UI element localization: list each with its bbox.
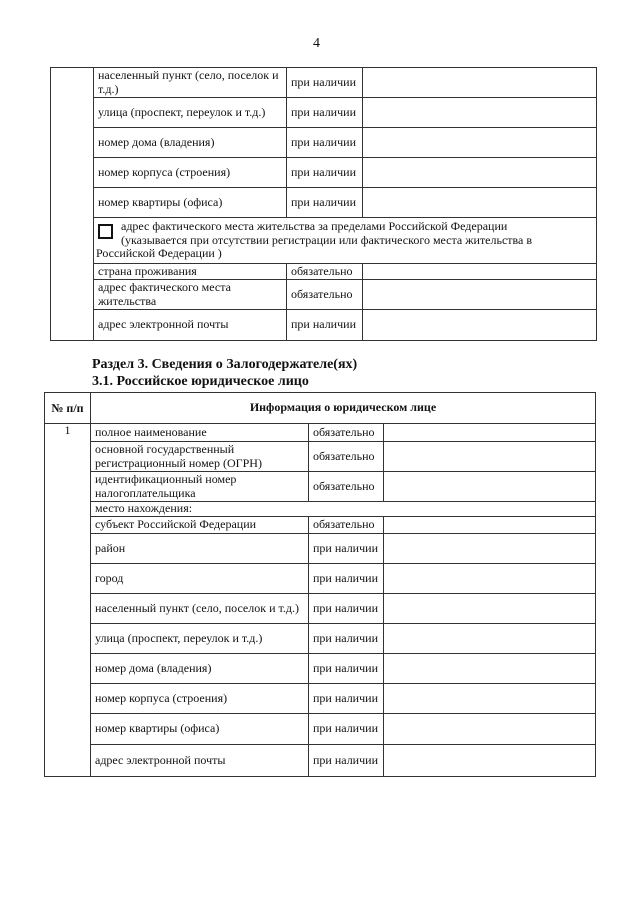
table-row (51, 98, 597, 128)
field-label: улица (проспект, переулок и т.д.) (91, 624, 309, 654)
value-input-cell[interactable] (384, 534, 596, 564)
value-input-cell[interactable] (384, 745, 596, 777)
table-header-row (45, 393, 596, 424)
table-row (51, 68, 597, 98)
value-input-cell[interactable] (384, 424, 596, 442)
value-input-cell[interactable] (363, 188, 597, 218)
header-info: Информация о юридическом лице (91, 393, 596, 424)
field-label: адрес электронной почты (94, 310, 287, 341)
requirement-label: при наличии (287, 68, 363, 98)
table-row (45, 472, 596, 502)
value-input-cell[interactable] (363, 128, 597, 158)
field-label: номер дома (владения) (94, 128, 287, 158)
requirement-label: при наличии (287, 98, 363, 128)
value-input-cell[interactable] (363, 280, 597, 310)
requirement-label: обязательно (309, 472, 384, 502)
requirement-label: при наличии (287, 310, 363, 341)
table-row (51, 218, 597, 264)
table-row (45, 534, 596, 564)
requirement-label: при наличии (309, 714, 384, 745)
field-label: адрес фактического места жительства (94, 280, 287, 310)
foreign-address-checkbox[interactable] (98, 224, 113, 239)
field-label: полное наименование (91, 424, 309, 442)
requirement-label: при наличии (309, 684, 384, 714)
requirement-label: при наличии (309, 594, 384, 624)
table-row (45, 424, 596, 442)
requirement-label: при наличии (287, 158, 363, 188)
value-input-cell[interactable] (384, 442, 596, 472)
requirement-label: при наличии (309, 654, 384, 684)
requirement-label: при наличии (309, 564, 384, 594)
value-input-cell[interactable] (384, 472, 596, 502)
requirement-label: при наличии (309, 624, 384, 654)
field-label: номер дома (владения) (91, 654, 309, 684)
field-label: адрес электронной почты (91, 745, 309, 777)
field-label: район (91, 534, 309, 564)
field-label: идентификационный номер налогоплательщика (91, 472, 309, 502)
value-input-cell[interactable] (363, 98, 597, 128)
value-input-cell[interactable] (363, 264, 597, 280)
field-label: населенный пункт (село, поселок и т.д.) (94, 68, 287, 98)
requirement-label: при наличии (309, 534, 384, 564)
table-row (45, 502, 596, 517)
field-label: субъект Российской Федерации (91, 517, 309, 534)
row-number: 1 (45, 424, 91, 777)
table-row (45, 517, 596, 534)
table-row (45, 594, 596, 624)
requirement-label: обязательно (287, 280, 363, 310)
value-input-cell[interactable] (384, 624, 596, 654)
field-label: номер квартиры (офиса) (94, 188, 287, 218)
table-row (51, 128, 597, 158)
table-row (45, 714, 596, 745)
table-row (45, 624, 596, 654)
location-label: место нахождения: (91, 502, 596, 517)
field-label: улица (проспект, переулок и т.д.) (94, 98, 287, 128)
value-input-cell[interactable] (384, 714, 596, 745)
value-input-cell[interactable] (384, 594, 596, 624)
table-row (51, 264, 597, 280)
table-row (51, 158, 597, 188)
requirement-label: при наличии (309, 745, 384, 777)
field-label: номер корпуса (строения) (94, 158, 287, 188)
foreign-address-cell (94, 218, 597, 264)
field-label: номер корпуса (строения) (91, 684, 309, 714)
table-row (45, 684, 596, 714)
requirement-label: обязательно (309, 424, 384, 442)
table-row (45, 442, 596, 472)
value-input-cell[interactable] (363, 310, 597, 341)
individual-address-table (50, 67, 597, 341)
requirement-label: обязательно (309, 442, 384, 472)
table-row (51, 188, 597, 218)
value-input-cell[interactable] (384, 684, 596, 714)
value-input-cell[interactable] (363, 158, 597, 188)
table-row (45, 654, 596, 684)
value-input-cell[interactable] (363, 68, 597, 98)
field-label: город (91, 564, 309, 594)
requirement-label: обязательно (309, 517, 384, 534)
field-label: основной государственный регистрационный номер (ОГРН) (91, 442, 309, 472)
field-label: населенный пункт (село, поселок и т.д.) (91, 594, 309, 624)
value-input-cell[interactable] (384, 564, 596, 594)
row-number-cell (51, 68, 94, 341)
requirement-label: при наличии (287, 128, 363, 158)
foreign-address-label: адрес фактического места жительства за пределами Российской Федерации (указывается при отсутствии регистрации или фактического места жительства в Российской Федерации ) (96, 219, 533, 261)
legal-entity-table (44, 392, 596, 777)
section-subtitle: 3.1. Российское юридическое лицо (92, 374, 309, 389)
header-number: № п/п (45, 393, 91, 424)
table-row (51, 310, 597, 341)
field-label: номер квартиры (офиса) (91, 714, 309, 745)
value-input-cell[interactable] (384, 654, 596, 684)
table-row (45, 745, 596, 777)
field-label: страна проживания (94, 264, 287, 280)
table-row (45, 564, 596, 594)
section-title: Раздел 3. Сведения о Залогодержателе(ях) (92, 357, 358, 372)
value-input-cell[interactable] (384, 517, 596, 534)
requirement-label: при наличии (287, 188, 363, 218)
page-number: 4 (313, 36, 320, 51)
requirement-label: обязательно (287, 264, 363, 280)
table-row (51, 280, 597, 310)
